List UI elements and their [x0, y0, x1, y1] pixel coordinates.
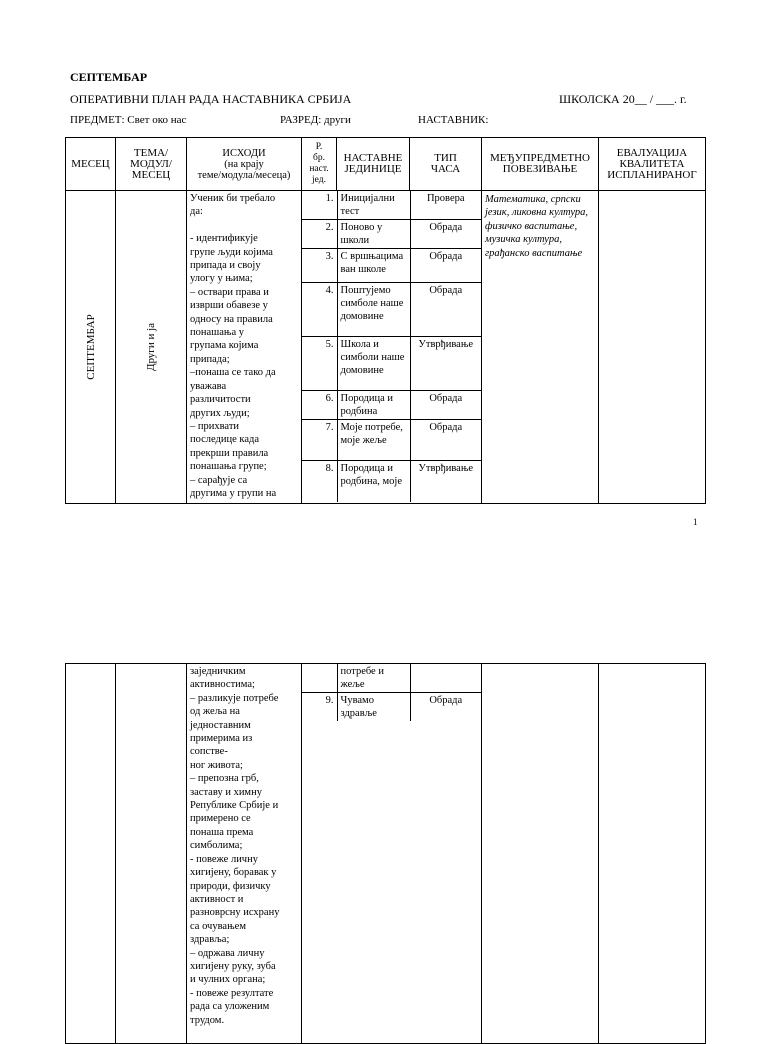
lesson-row — [302, 391, 481, 420]
lesson-number: 6. — [302, 391, 337, 420]
lesson-row — [302, 461, 481, 502]
month-title: СЕПТЕМБАР — [70, 70, 148, 84]
lesson-name: Чувамо здравље — [337, 693, 410, 722]
lesson-row — [302, 693, 481, 722]
lesson-row — [302, 664, 481, 693]
topic-cell — [116, 664, 187, 1044]
header-row — [66, 138, 706, 191]
lessons-cell — [302, 191, 482, 504]
outcomes-text: Ученик би требало да: - идентификује групе људи којима припада и своју улогу у њима; – оствари права и изврши обавезе у односу на правила понашања у групама којима припада; –понаша се тако да уважава различитости других људи; – прихвати последице када прекрши правила понашања групе; – сарађује са другима у групи на — [190, 193, 277, 499]
interdisciplinary-cell — [482, 664, 599, 1044]
plan-table-page-2 — [65, 663, 706, 1044]
col-interdisciplinary: МЕЂУПРЕДМЕТНО ПОВЕЗИВАЊЕ — [482, 138, 599, 191]
lesson-name: С вршњацима ван школе — [337, 249, 410, 283]
col-units: НАСТАВНЕ ЈЕДИНИЦЕ — [337, 138, 410, 191]
lesson-row — [302, 191, 481, 220]
lesson-type: Обрада — [410, 283, 481, 337]
topic-cell — [116, 191, 187, 504]
month-cell — [66, 191, 116, 504]
lesson-name: Породица и родбина — [337, 391, 410, 420]
subject-label: ПРЕДМЕТ: Свет око нас — [70, 114, 187, 126]
plan-title: ОПЕРАТИВНИ ПЛАН РАДА НАСТАВНИКА СРБИЈА — [70, 92, 352, 106]
lesson-type: Утврђивање — [418, 463, 474, 474]
lesson-number: 7. — [302, 420, 337, 461]
lesson-name: потребе и жеље — [337, 664, 410, 693]
lesson-row — [302, 249, 481, 283]
col-outcomes: ИСХОДИ (на крају теме/модула/месеца) — [187, 138, 302, 191]
lesson-row — [302, 220, 481, 249]
page-number: 1 — [693, 517, 698, 527]
lessons-table — [302, 664, 481, 721]
lesson-name: Иницијални тест — [337, 191, 410, 220]
lesson-number: 4. — [302, 283, 337, 337]
col-month: МЕСЕЦ — [66, 138, 116, 191]
month-cell — [66, 664, 116, 1044]
lesson-type — [410, 664, 481, 693]
col-topic: ТЕМА/ МОДУЛ/ МЕСЕЦ — [116, 138, 187, 191]
interdisciplinary-text: Математика, српски језик, ликовна култура, физичко васпитање, музичка култура, грађанско васпитање — [485, 194, 589, 259]
lesson-row — [302, 420, 481, 461]
lesson-name: Поштујемо симболе наше домовине — [337, 283, 410, 337]
lesson-number: 3. — [302, 249, 337, 283]
lesson-name: Школа и симболи наше домовине — [337, 337, 410, 391]
outcomes-cell — [187, 191, 302, 504]
lesson-row — [302, 283, 481, 337]
lesson-row — [302, 337, 481, 391]
plan-table-page-1 — [65, 137, 706, 504]
school-year: ШКОЛСКА 20__ / ___. г. — [559, 92, 687, 106]
plan-row-continued — [66, 664, 706, 1044]
teacher-label: НАСТАВНИК: — [418, 114, 489, 126]
month-vertical-label: СЕПТЕМБАР — [84, 314, 97, 380]
lesson-type: Провера — [410, 191, 481, 220]
lessons-cell — [302, 664, 482, 1044]
col-evaluation: ЕВАЛУАЦИЈА КВАЛИТЕТА ИСПЛАНИРАНОГ — [599, 138, 706, 191]
col-number: Р. бр. наст. јед. — [302, 138, 337, 191]
outcomes-text: заједничким активностима; – разликује потребе од жеља на једноставним примерима из сопстве- ног живота; – препозна грб, заставу и химну Републике Србије и примерено се понаша према симболима; - повеже личну хигијену, боравак у природи, физичку активност и разноврсну исхрану са очувањем здравља; – одржава личну хигијену руку, зуба и чулних органа; - повеже резултате рада са уложеним трудом. — [190, 666, 280, 1026]
outcomes-cell — [187, 664, 302, 1044]
lesson-type: Обрада — [410, 249, 481, 283]
lesson-number — [302, 664, 337, 693]
lesson-type: Обрада — [410, 391, 481, 420]
lesson-name: Моје потребе, моје жеље — [337, 420, 410, 461]
evaluation-cell — [599, 664, 706, 1044]
lesson-number: 1. — [302, 191, 337, 220]
lesson-type: Обрада — [410, 420, 481, 461]
lessons-table — [302, 191, 481, 502]
plan-row — [66, 191, 706, 504]
lesson-number: 9. — [302, 693, 337, 722]
topic-vertical-label: Други и ја — [145, 322, 157, 372]
lesson-name: Породица и родбина, моје — [337, 461, 410, 502]
interdisciplinary-cell — [482, 191, 599, 504]
lesson-type: Утврђивање — [410, 337, 481, 391]
col-lesson-type: ТИП ЧАСА — [410, 138, 482, 191]
lesson-number: 2. — [302, 220, 337, 249]
lesson-number: 8. — [302, 461, 337, 502]
lesson-number: 5. — [302, 337, 337, 391]
lesson-name: Поново у школи — [337, 220, 410, 249]
lesson-type: Обрада — [429, 695, 463, 706]
evaluation-cell — [599, 191, 706, 504]
grade-label: РАЗРЕД: други — [280, 114, 351, 126]
lesson-type: Обрада — [410, 220, 481, 249]
